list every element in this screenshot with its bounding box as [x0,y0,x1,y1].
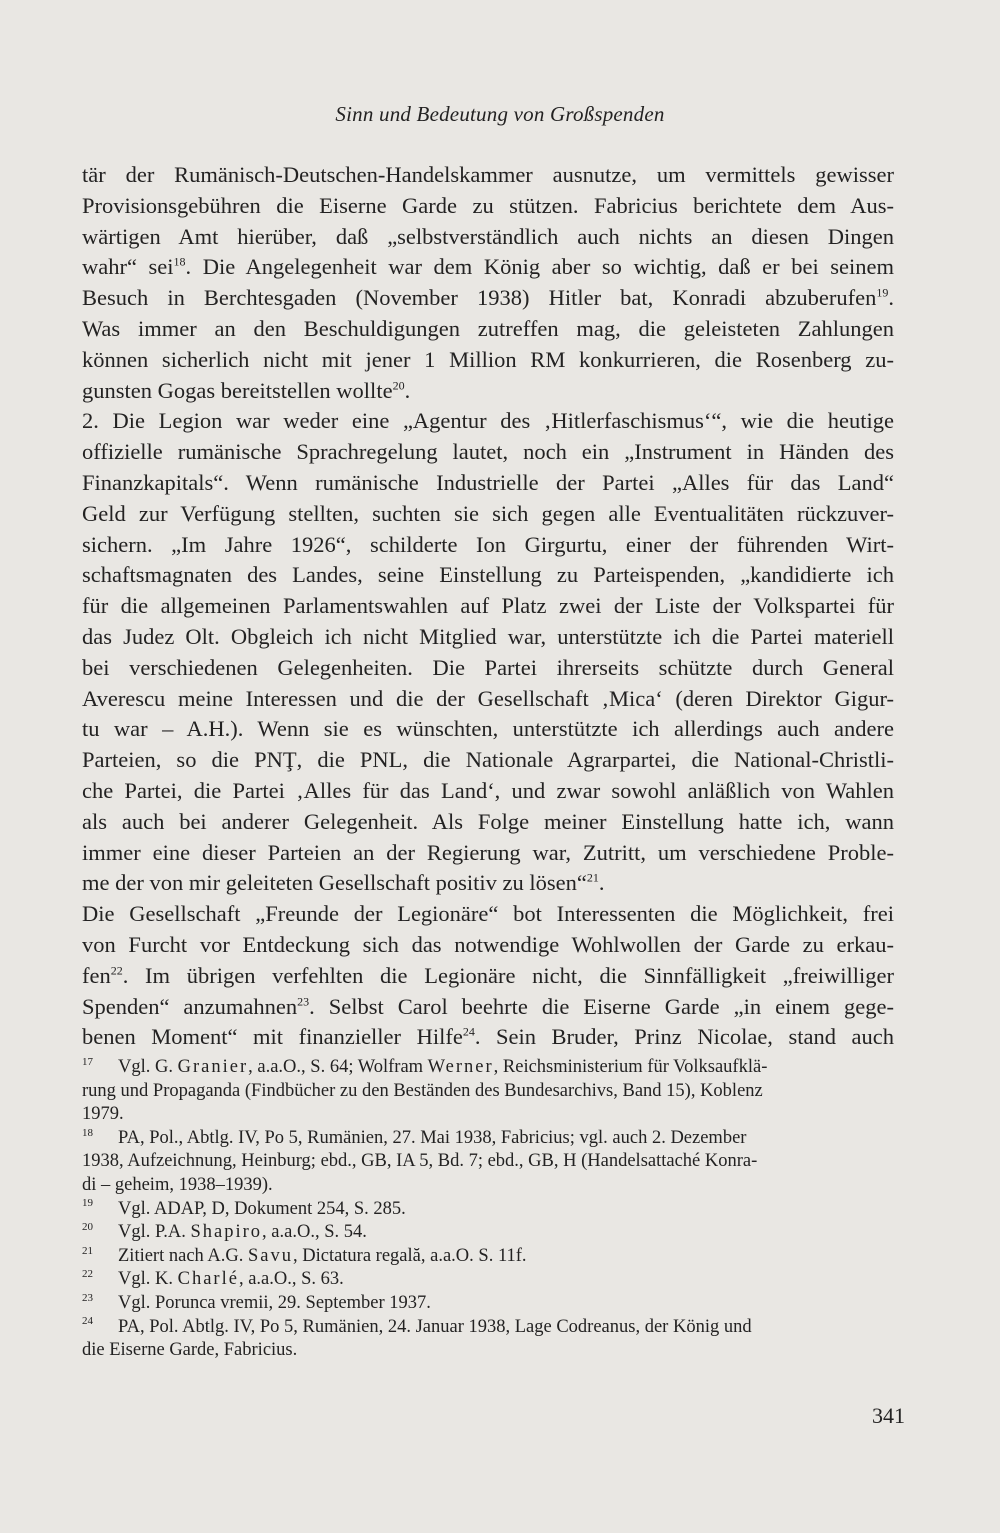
text-line: das Judez Olt. Obgleich ich nicht Mitglied war, unterstützte ich die Partei materiell [82,623,894,649]
text-line: tu war – A.H.). Wenn sie es wünschten, unterstützte ich allerdings auch andere [82,716,894,742]
text-line: als auch bei anderer Gelegenheit. Als Folge meiner Einstellung hatte ich, wann [82,808,894,834]
text-line: gunsten Gogas bereitstellen wollte$^{20}$. [82,377,411,403]
text-line: Parteien, so die PNŢ, die PNL, die Nationale Agrarpartei, die National-Christli- [82,747,894,773]
text-line: Die Gesellschaft „Freunde der Legionäre“ bot Interessenten die Möglichkeit, frei [82,901,894,927]
running-head: Sinn und Bedeutung von Großspenden [335,102,665,126]
footnote-ref: 21 [586,870,599,885]
text-line: Finanzkapitals“. Wenn rumänische Industrielle der Partei „Alles für das Land“ [82,469,894,495]
footnote-22: 22 Vgl. K. Charlé, a.a.O., S. 63. [82,1268,344,1290]
text-line: 2. Die Legion war weder eine „Agentur des ‚Hitlerfaschismus‘“, wie die heutige [82,408,894,434]
text-line: Averescu meine Interessen und die der Gesellschaft ‚Mica‘ (deren Direktor Gigur- [82,685,894,711]
text-line: von Furcht vor Entdeckung sich das notwendige Wohlwollen der Garde zu erkau- [82,931,894,957]
text-line: bei verschiedenen Gelegenheiten. Die Partei ihrerseits schützte durch General [82,654,894,680]
page-number: 341 [872,1403,905,1428]
footnote-19: 19 Vgl. ADAP, D, Dokument 254, S. 285. [82,1197,406,1219]
text-line: benen Moment“ mit finanzieller Hilfe$^{24}$. Sein Bruder, Prinz Nicolae, stand auch [82,1024,894,1050]
text-line: wahr“ sei$^{18}$. Die Angelegenheit war dem König aber so wichtig, daß er bei seinem [82,254,894,280]
text-line: che Partei, die Partei ‚Alles für das Land‘, und zwar sowohl anläßlich von Wahlen [82,777,894,803]
text-line: immer eine dieser Parteien an der Regierung war, Zutritt, um verschiedene Proble- [82,839,894,865]
text-line: für die allgemeinen Parlamentswahlen auf Platz zwei der Liste der Volkspartei für [82,593,894,619]
text-line: wärtigen Amt hierüber, daß „selbstverständlich auch nichts an diesen Dingen [82,223,894,249]
text-line: Provisionsgebühren die Eiserne Garde zu stützen. Fabricius berichtete dem Aus- [82,192,894,218]
text-line: Spenden“ anzumahnen$^{23}$. Selbst Carol beehrte die Eiserne Garde „in einem gege- [82,993,894,1019]
footnote-24: 24 PA, Pol. Abtlg. IV, Po 5, Rumänien, 24. Januar 1938, Lage Codreanus, der König und die Eiserne Garde, Fabricius. [82,1315,752,1361]
text-line: tär der Rumänisch-Deutschen-Handelskammer ausnutze, um vermittels gewisser [82,162,894,187]
footnotes [82,1056,894,1363]
body-text [82,160,894,1053]
footnote-ref: 23 [297,994,310,1009]
footnote-ref: 19 [876,285,889,300]
footnote-ref: 18 [173,254,186,269]
text-line: sichern. „Im Jahre 1926“, schilderte Ion Girgurtu, einer der führenden Wirt- [82,531,894,557]
text-line: schaftsmagnaten des Landes, seine Einstellung zu Parteispenden, „kandidierte ich [82,562,894,588]
text-line: können sicherlich nicht mit jener 1 Million RM konkurrieren, die Rosenberg zu- [82,346,894,372]
footnote-20: 20 Vgl. P.A. Shapiro, a.a.O., S. 54. [82,1221,367,1243]
footnote-ref: 20 [392,378,405,393]
text-line: Geld zur Verfügung stellten, suchten sie sich gegen alle Eventualitäten rückzuver- [82,500,894,526]
footnote-ref: 22 [110,963,123,978]
footnote-21: 21 Zitiert nach A.G. Savu, Dictatura regală, a.a.O. S. 11f. [82,1244,527,1266]
text-line: Besuch in Berchtesgaden (November 1938) Hitler bat, Konradi abzuberufen$^{19}$. [82,285,894,311]
text-line: me der von mir geleiteten Gesellschaft positiv zu lösen“$^{21}$. [82,870,605,896]
text-line: offizielle rumänische Sprachregelung lautet, noch ein „Instrument in Händen des [82,439,894,465]
text-line: Was immer an den Beschuldigungen zutreffen mag, die geleisteten Zahlungen [82,315,894,341]
text-line: fen$^{22}$. Im übrigen verfehlten die Legionäre nicht, die Sinnfälligkeit „freiwilliger [82,962,894,988]
footnote-23: 23 Vgl. Poruncа vremii, 29. September 1937. [82,1291,431,1313]
footnote-ref: 24 [462,1024,475,1039]
footnote-17: 17 Vgl. G. Granier, a.a.O., S. 64; Wolfram Werner, Reichsministerium für Volksaufklä- rung und Propaganda (Findbücher zu den Beständen des Bundesarchivs, Band 15), Koblenz 1979. [82,1055,768,1125]
footnote-18: 18 PA, Pol., Abtlg. IV, Po 5, Rumänien, 27. Mai 1938, Fabricius; vgl. auch 2. Dezember 1938, Aufzeichnung, Heinburg; ebd., GB, IA 5, Bd. 7; ebd., GB, H (Handelsattaché Konra- di – geheim, 1938–1939). [82,1126,758,1195]
